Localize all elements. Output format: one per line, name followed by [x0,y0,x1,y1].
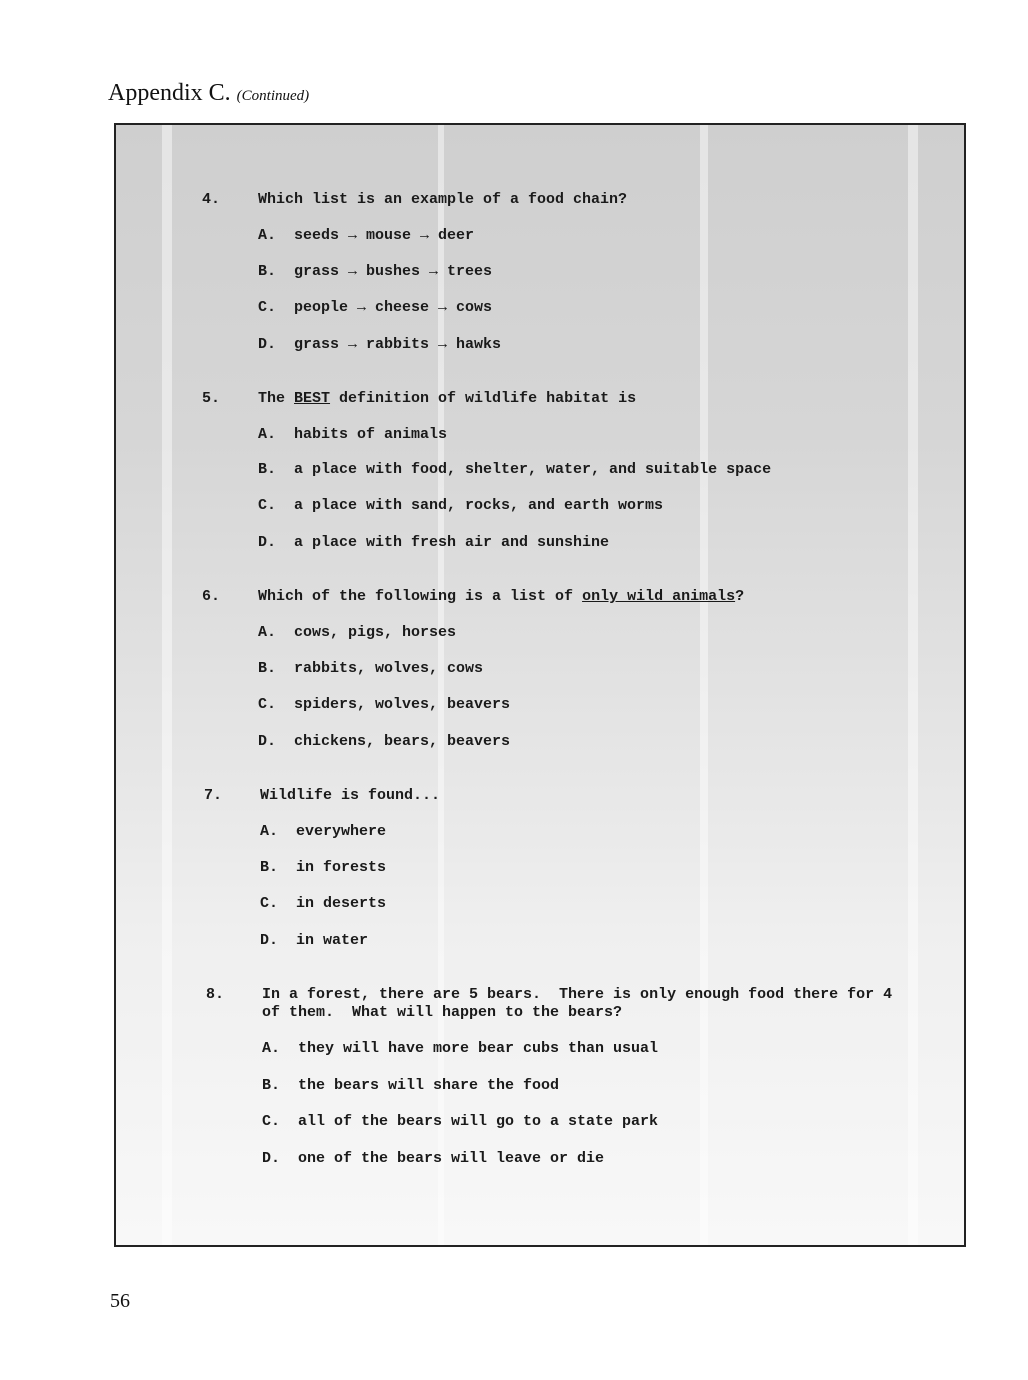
question-number: 7. [204,787,223,804]
question-text: Which of the following is a list of only wild animals? [258,588,745,605]
option-d: D. a place with fresh air and sunshine [258,534,610,551]
question-number: 5. [202,390,221,407]
option-b: B. rabbits, wolves, cows [258,660,484,677]
appendix-title: Appendix C. [108,80,231,106]
option-a: A. cows, pigs, horses [258,624,457,641]
option-b: B. the bears will share the food [262,1077,560,1094]
page-number: 56 [110,1290,130,1312]
question-text: In a forest, there are 5 bears. There is only enough food there for 4 of them. What will happen to the bears? [262,986,893,1021]
option-c: C. all of the bears will go to a state park [262,1113,659,1130]
question-number: 6. [202,588,221,605]
page-header [108,80,309,107]
appendix-subtitle: (Continued) [236,88,310,104]
option-c: C. spiders, wolves, beavers [258,696,511,713]
option-a: A. they will have more bear cubs than usual [262,1040,659,1057]
option-a: A. seeds → mouse → deer [258,227,475,244]
option-b: B. grass → bushes → trees [258,263,493,280]
option-c: C. a place with sand, rocks, and earth worms [258,497,664,514]
question-number: 4. [202,191,221,208]
question-text: Which list is an example of a food chain? [258,191,628,208]
option-a: A. everywhere [260,823,387,840]
option-d: D. one of the bears will leave or die [262,1150,605,1167]
option-b: B. in forests [260,859,387,876]
option-d: D. grass → rabbits → hawks [258,336,502,353]
emphasis-wild-animals: only wild animals [582,588,736,605]
option-c: C. people → cheese → cows [258,299,493,316]
option-d: D. chickens, bears, beavers [258,733,511,750]
question-text: The BEST definition of wildlife habitat is [258,390,637,407]
option-c: C. in deserts [260,895,387,912]
question-number: 8. [206,986,225,1003]
option-d: D. in water [260,932,369,949]
quiz-box [114,123,966,1247]
option-b: B. a place with food, shelter, water, and suitable space [258,461,772,478]
question-text: Wildlife is found... [260,787,441,804]
emphasis-best: BEST [294,390,331,407]
option-a: A. habits of animals [258,426,448,443]
